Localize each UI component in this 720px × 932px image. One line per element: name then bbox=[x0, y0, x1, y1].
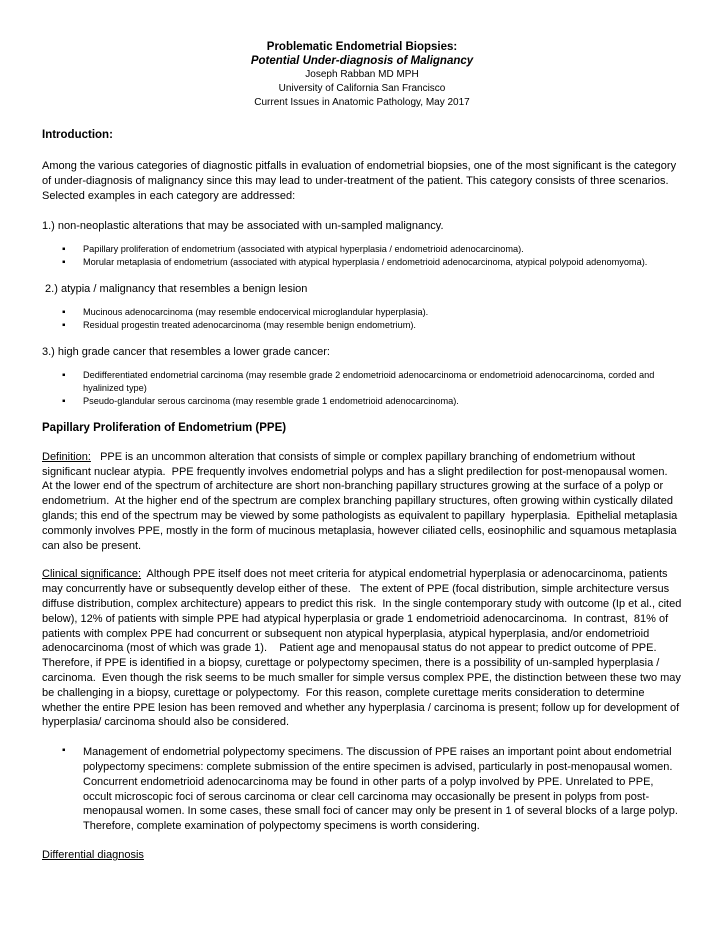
ppe-heading: Papillary Proliferation of Endometrium (PPE) bbox=[42, 421, 287, 434]
differential-diagnosis-heading: Differential diagnosis bbox=[42, 848, 144, 861]
list-item: ▪ Residual progestin treated adenocarcinoma (may resemble benign endometrium). bbox=[42, 319, 682, 332]
list-item: ▪ Pseudo-glandular serous carcinoma (may resemble grade 1 endometrioid adenocarcinoma). bbox=[42, 395, 682, 408]
scenario-2-title: 2.) atypia / malignancy that resembles a benign lesion bbox=[42, 283, 308, 296]
list-item: ▪ Papillary proliferation of endometrium (associated with atypical hyperplasia / endometrioid adenocarcinoma). bbox=[42, 243, 682, 256]
intro-heading: Introduction: bbox=[42, 129, 113, 141]
list-item bbox=[42, 745, 682, 834]
definition-text: PPE is an uncommon alteration that consists of simple or complex papillary branching of endometrium without significant nuclear atypia. PPE frequently involves endometrial polyps and has a slight predilection for post-menopausal women. At the lower end of the spectrum of architecture are short non-branching papillary structures growing at the surface of a polyp or endometrium. At the higher end of the spectrum are complex branching papillary structures, often growing within cystically dilated glands; this end of the spectrum may be viewed by some pathologists as equivalent to papillary hyperplasia. Epithelial metaplasia commonly involves PPE, mostly in the form of mucinous metaplasia, however ciliated cells, eosinophilic and squamous metaplasia can also be present. bbox=[42, 450, 681, 552]
scenario-3-list bbox=[42, 369, 682, 408]
list-item: ▪ Dedifferentiated endometrial carcinoma (may resemble grade 2 endometrioid adenocarcinoma or endometrioid adenocarcinoma, corded and hyalinized type) bbox=[42, 369, 682, 395]
scenario-1-list bbox=[42, 243, 682, 269]
scenario-2-list bbox=[42, 306, 682, 332]
management-list bbox=[42, 745, 682, 834]
document-subtitle: Potential Under-diagnosis of Malignancy bbox=[250, 55, 474, 67]
document-title: Problematic Endometrial Biopsies: bbox=[266, 41, 458, 53]
intro-paragraph: Among the various categories of diagnostic pitfalls in evaluation of endometrial biopsies, one of the most significant is the category of under-diagnosis of malignancy since this may lead to under-treatment of the patient. This category consists of three scenarios. Selected examples in each category are addressed: bbox=[42, 160, 677, 202]
scenario-3-title: 3.) high grade cancer that resembles a lower grade cancer: bbox=[42, 345, 330, 358]
definition-paragraph bbox=[42, 450, 682, 554]
author-line: Joseph Rabban MD MPH bbox=[305, 69, 419, 80]
scenario-1-title: 1.) non-neoplastic alterations that may be associated with un-sampled malignancy. bbox=[42, 220, 444, 233]
venue-line: Current Issues in Anatomic Pathology, May 2017 bbox=[254, 97, 470, 108]
clinical-label: Clinical significance: bbox=[42, 568, 142, 581]
list-item: ▪ Morular metaplasia of endometrium (associated with atypical hyperplasia / endometrioid adenocarcinoma, atypical polypoid adenomyoma). bbox=[42, 256, 682, 269]
definition-label: Definition: bbox=[42, 450, 91, 463]
list-item: ▪ Mucinous adenocarcinoma (may resemble endocervical microglandular hyperplasia). bbox=[42, 306, 682, 319]
clinical-text: Although PPE itself does not meet criteria for atypical endometrial hyperplasia or adenocarcinoma, patients may concurrently have or subsequently develop either of these. The extent of PPE (focal distribution, simple architecture versus diffuse distribution, complex architecture) appears to predict this risk. In the single contemporary study with outcome (Ip et al., cited below), 12% of patients with simple PPE had atypical hyperplasia or grade 1 endometrioid adenocarcinoma. In contrast, 81% of patients with complex PPE had concurrent or subsequent non atypical hyperplasia, atypical hyperplasia, and/or endometrioid adenocarcinoma (most of which was grade 1). Patient age and menopausal status do not appear to predict outcome of PPE. Therefore, if PPE is identified in a biopsy, curettage or polypectomy specimen, there is a possibility of un-sampled hyperplasia / carcinoma. Even though the risk seems to be much smaller for simple versus complex PPE, the distinction between these two may be challenging in a biopsy, curettage or polypectomy. For this reason, complete curettage merits consideration to determine whether the entire PPE lesion has been removed and whether any hyperplasia / carcinoma is present; follow up for development of hyperplasia/ carcinoma should also be considered. bbox=[42, 568, 685, 729]
institution-line: University of California San Francisco bbox=[278, 83, 446, 94]
management-text: ▪ Management of endometrial polypectomy specimens. The discussion of PPE raises an important point about endometrial polypectomy specimens: complete submission of the entire specimen is advised, particularly in post-menopausal women. Concurrent endometrioid adenocarcinoma may be found in other parts of a polyp involved by PPE. Unrelated to PPE, occult microscopic foci of serous carcinoma or clear cell carcinoma may occasionally be present in polyps from post-menopausal women. In some cases, these small foci of cancer may only be present in 1 of several blocks of a large polyp. Therefore, complete examination of polypectomy specimens is worth considering. bbox=[83, 746, 678, 833]
document-header bbox=[42, 40, 682, 110]
clinical-paragraph bbox=[42, 567, 685, 730]
document-page bbox=[42, 40, 685, 863]
